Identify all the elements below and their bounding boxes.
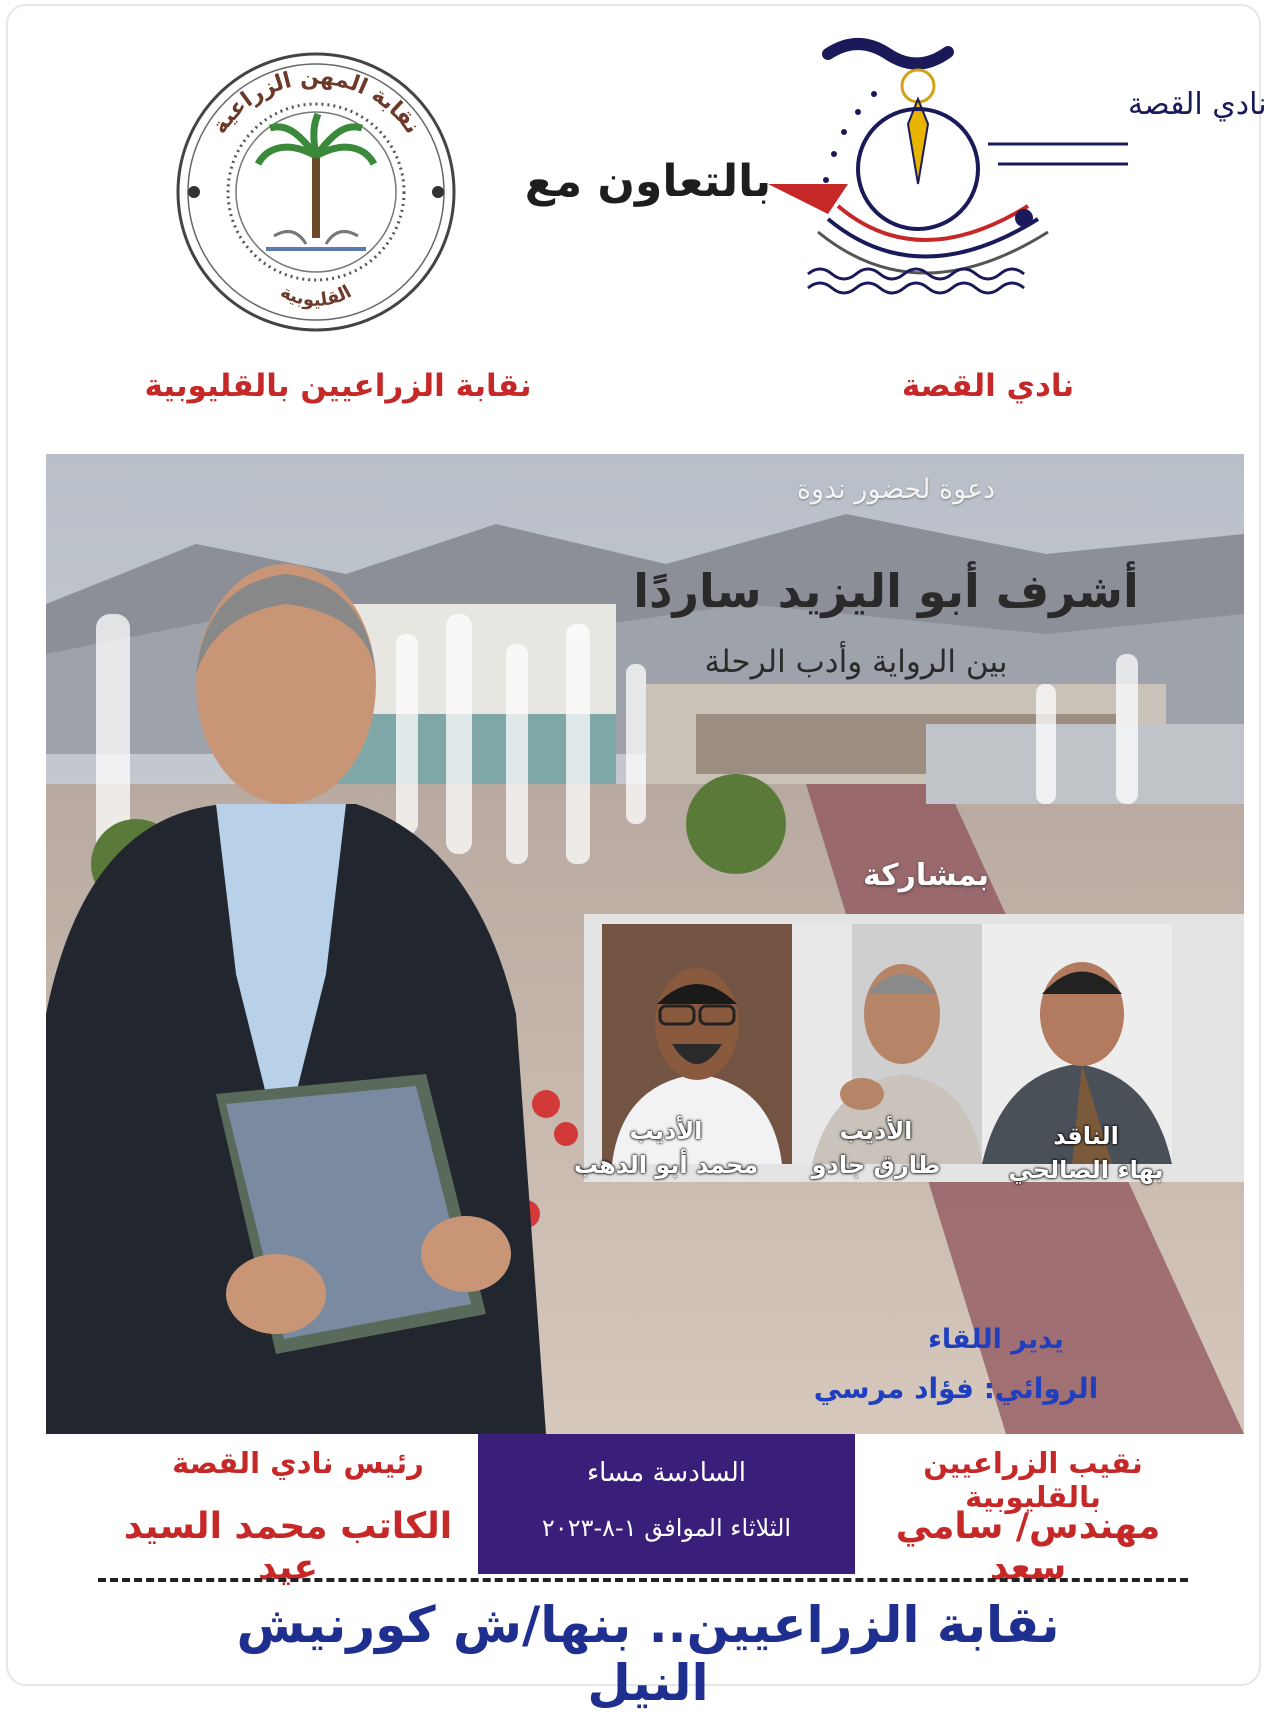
participant-3-role: الناقد bbox=[1053, 1122, 1119, 1150]
moderator-name: الروائي: فؤاد مرسي bbox=[813, 1372, 1099, 1405]
event-poster bbox=[46, 454, 1244, 1434]
participant-1-caption bbox=[566, 1114, 766, 1182]
moderator-label: يدير اللقاء bbox=[928, 1324, 1064, 1355]
dashed-divider bbox=[98, 1578, 1188, 1582]
participation-label: بمشاركة bbox=[862, 858, 990, 893]
event-date: الثلاثاء الموافق ١-٨-٢٠٢٣ bbox=[541, 1514, 792, 1542]
participant-2-name: طارق جادو bbox=[811, 1151, 941, 1179]
participant-1-role: الأديب bbox=[629, 1117, 703, 1145]
event-headline: أشرف أبو اليزيد ساردًا bbox=[633, 564, 1139, 618]
participant-3-caption bbox=[996, 1119, 1176, 1187]
event-subheadline: بين الرواية وأدب الرحلة bbox=[704, 644, 1008, 680]
seal-text-top: نقابة المهن الزراعية bbox=[207, 64, 425, 139]
org-name-farmers-syndicate: نقابة الزراعيين بالقليوبية bbox=[144, 368, 532, 404]
org-name-story-club: نادي القصة bbox=[901, 368, 1075, 404]
participant-1-name: محمد أبو الدهب bbox=[573, 1151, 759, 1179]
event-time: السادسة مساء bbox=[586, 1458, 747, 1488]
palm-tree-icon bbox=[258, 114, 374, 238]
venue-address: نقابة الزراعيين.. بنها/ش كورنيش النيل bbox=[236, 1596, 1060, 1712]
syndicate-head-title: نقيب الزراعيين بالقليوبية bbox=[923, 1446, 1143, 1514]
story-club-logo-text: نادي القصة bbox=[1128, 87, 1267, 122]
svg-text:القليوبية bbox=[277, 281, 355, 311]
club-president-name: الكاتب محمد السيد عيد bbox=[123, 1506, 453, 1588]
club-president-title: رئيس نادي القصة bbox=[172, 1446, 424, 1480]
seal-text-bottom: القليوبية bbox=[277, 281, 356, 311]
invitation-card bbox=[8, 6, 1267, 1712]
collaboration-text: بالتعاون مع bbox=[524, 156, 772, 207]
datetime-box bbox=[478, 1434, 855, 1574]
participant-2-role: الأديب bbox=[839, 1117, 913, 1145]
story-club-logo bbox=[828, 34, 1267, 334]
invitation-label: دعوة لحضور ندوة bbox=[796, 474, 996, 505]
participant-3-name: بهاء الصالحي bbox=[1008, 1156, 1164, 1184]
participant-2-caption bbox=[786, 1114, 966, 1182]
syndicate-seal-logo bbox=[166, 44, 466, 339]
syndicate-head-name: مهندس/ سامي سعد bbox=[895, 1506, 1161, 1588]
